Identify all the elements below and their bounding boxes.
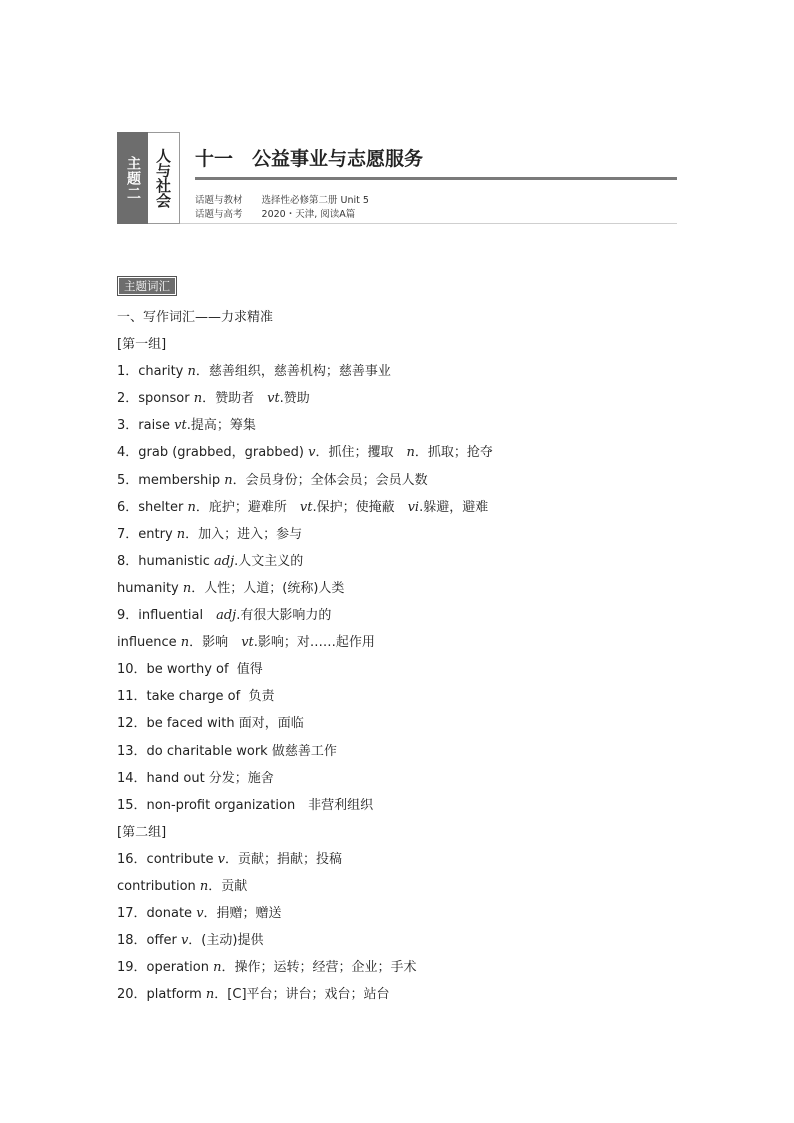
meta-label: 话题与教材 — [195, 195, 243, 206]
meta-value: 选择性必修第二册 Unit 5 — [261, 195, 369, 206]
vocab-line: 8．humanistic adj.人文主义的 — [117, 553, 304, 569]
vocab-line: 9．influential adj.有很大影响力的 — [117, 608, 332, 624]
vocab-line: 6．shelter n．庇护；避难所 vt.保护；使掩蔽 vi.躲避，避难 — [117, 499, 489, 515]
title-divider — [195, 177, 677, 180]
vocab-line: 13．do charitable work 做慈善工作 — [117, 743, 337, 759]
header-divider — [180, 223, 677, 224]
vocab-line: 3．raise vt.提高；筹集 — [117, 418, 256, 434]
vocab-line: 18．offer v．(主动)提供 — [117, 933, 264, 949]
meta-label: 话题与高考 — [195, 209, 243, 220]
theme-subtitle-badge: 人与社会 — [148, 132, 180, 224]
section-tag — [117, 276, 177, 296]
vocab-line: influence n．影响 vt.影响；对……起作用 — [117, 635, 375, 651]
theme-badge: 主题二 — [117, 132, 148, 224]
vocab-line: 14．hand out 分发；施舍 — [117, 770, 274, 786]
section-tag-label: 主题词汇 — [119, 278, 175, 294]
vocab-line: [第二组] — [117, 824, 167, 840]
vocab-line: 一、写作词汇——力求精准 — [117, 310, 274, 325]
vocab-line: 16．contribute v．贡献；捐献；投稿 — [117, 851, 343, 867]
meta-row-textbook — [195, 192, 369, 206]
chapter-title: 十一 公益事业与志愿服务 — [195, 148, 424, 170]
vocab-line: humanity n．人性；人道；(统称)人类 — [117, 580, 345, 596]
vocab-line: 7．entry n．加入；进入；参与 — [117, 526, 303, 542]
vocab-line: 12．be faced with 面对，面临 — [117, 716, 304, 732]
vocab-line: 17．donate v．捐赠；赠送 — [117, 906, 282, 922]
meta-value: 2020・天津, 阅读A篇 — [261, 209, 356, 220]
vocab-line: [第一组] — [117, 337, 167, 353]
vocab-line: 5．membership n．会员身份；全体会员；会员人数 — [117, 472, 428, 488]
meta-row-exam — [195, 206, 355, 220]
vocab-line: 2．sponsor n．赞助者 vt.赞助 — [117, 391, 310, 407]
vocab-line: 1．charity n．慈善组织，慈善机构；慈善事业 — [117, 364, 391, 380]
vocab-line: contribution n．贡献 — [117, 878, 248, 894]
vocab-line: 15．non-profit organization 非营利组织 — [117, 797, 374, 813]
vocab-line: 19．operation n．操作；运转；经营；企业；手术 — [117, 960, 417, 976]
chapter-header — [117, 132, 677, 224]
vocab-line: 11．take charge of 负责 — [117, 689, 275, 705]
vocab-line: 4．grab (grabbed，grabbed) v．抓住；攫取 n．抓取；抢夺 — [117, 445, 493, 461]
vocab-line: 10．be worthy of 值得 — [117, 662, 263, 678]
vocabulary-list — [117, 304, 677, 1008]
vocab-line: 20．platform n．[C]平台；讲台；戏台；站台 — [117, 987, 390, 1003]
